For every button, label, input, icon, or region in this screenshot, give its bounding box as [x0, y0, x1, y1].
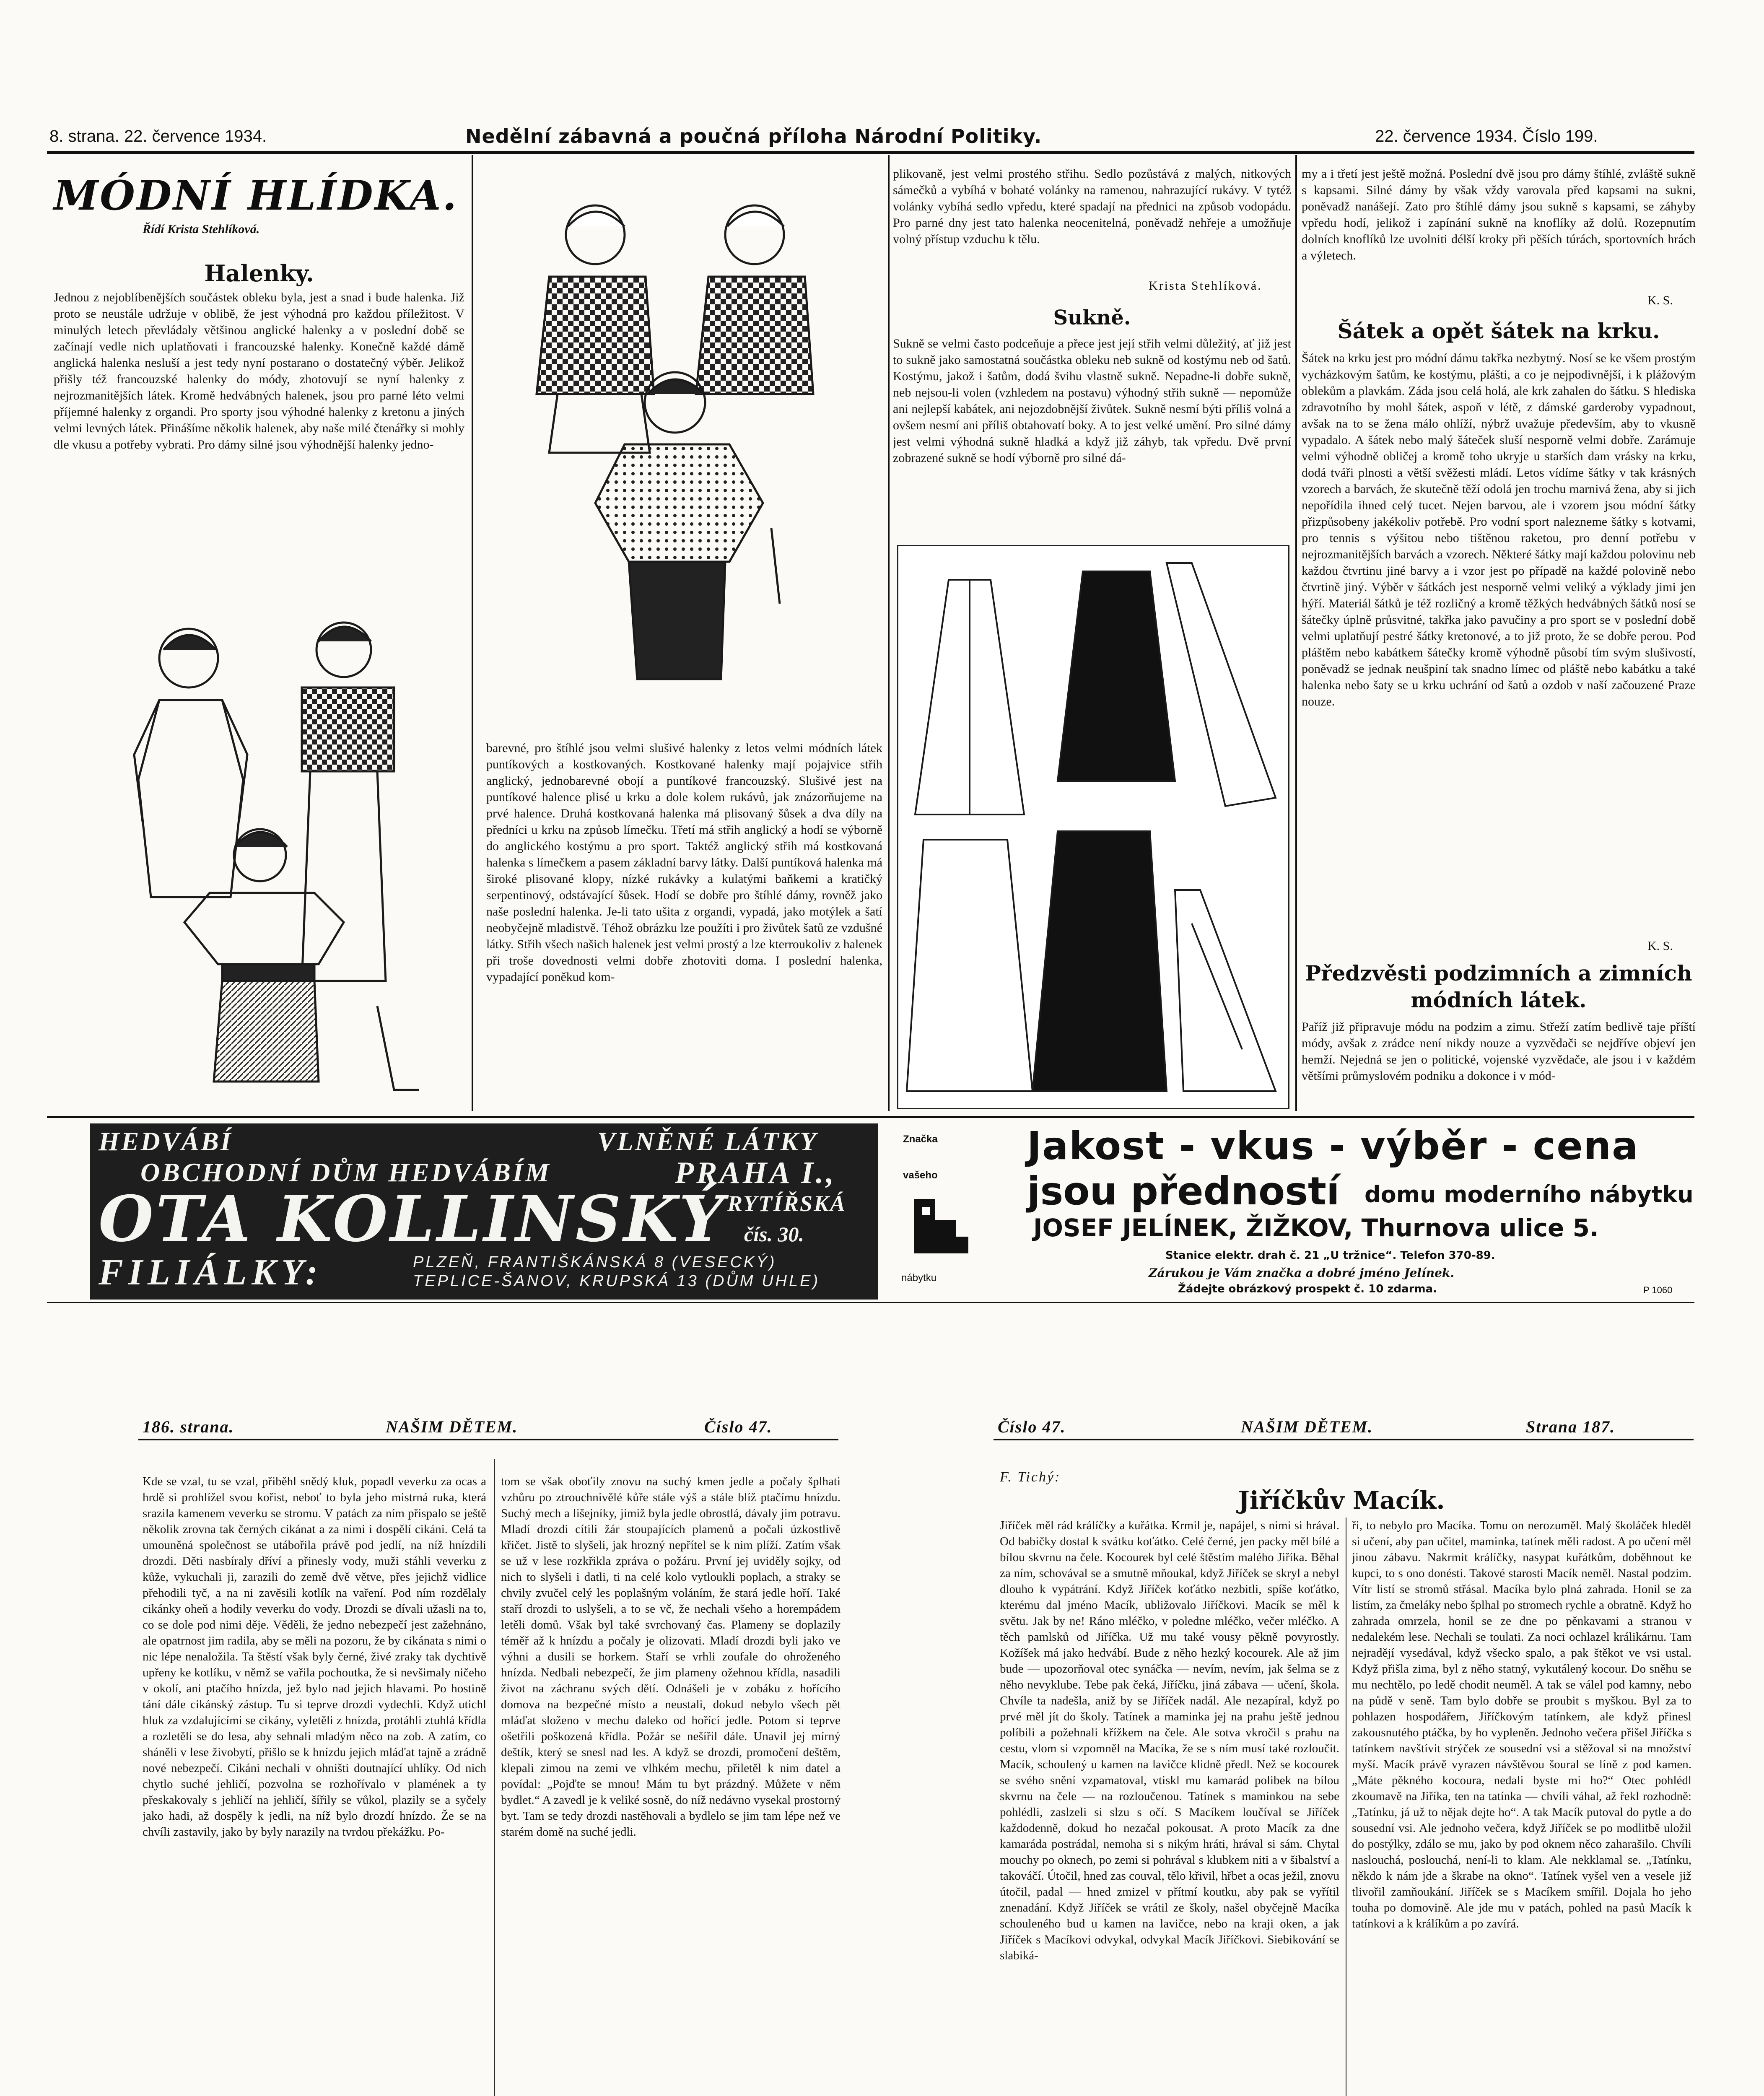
story-macik-col1: Jiříček měl rád králíčky a kuřátka. Krmil je, napájel, s nimi si hrával. Od babičky dostal k svátku koťátko. Celé černé, jen packy měl bílé a bílou skvrnu na čele. Kocourek byl celé štěstím malého Jiříka. Běhal za ním, schovával se a smutně mňoukal, když Jiříček se skryl a nebyl dlouho k vypátrání. Když Jiříček koťátko nezbitli, spíše koťátko, kterému dal jméno Macík, ubližovalo Jiříčkovi. Macík se měl k světu. Jak by ne! Ráno mléčko, v poledne mléčko, večer mléčko. A těch pamlsků od Jiříčka. Už mu také vousy pěkně povyrostly. Kožíšek má jako hedvábí. Bude z něho hezký kocourek. Ale až jim bude — upozorňoval otec synáčka — nevím, nevím, jak šelma se z něho nevyklube. Tebe pak čeká, Jiříčku, jiná zábava — učení, škola. Chvíle ta nadešla, aniž by se Jiříček nadál. Ale nezapíral, když po prvé měl jít do školy. Tatínek a maminka jej na prahu ještě jednou políbili a požehnali křížkem na čele. Ale sotva vkročil s prahu na cestu, vlom si vzpomněl na Macíka, že se s ním musí také rozloučit. Macík, schoulený u kamen na lavičce klidně předl. Než se kocourek se svého snění vzpamatoval, vtiskl mu kamarád polibek na bílou skvrnu na čele — na rozloučenou. Tatínek s maminkou na sebe pohlédli, zaslzeli si slzu s očí. S Macíkem loučíval se Jiříček každodenně, dokud ho nezačal pokousat. A proto Macík za dne kamaráda postrádal, nemoha si s nikým hráti, hrával si sám. Chytal mouchy po oknech, po zemi si pohrával s klubkem niti a v šibalství a takováčí. Útočil, hned zas couval, tělo křivil, hřbet a ocas ježil, znovu útočil, padal — hned zmizel v přítmí koutku, aby pak se vyřítil znenadání. Když Jiříček se vrátil ze školy, našel obyčejně Macíka schouleného bud u kamen na lavičce, nebo na kraji oken, a jak Jiříček s Macíkovi odvykal, odvykal Macík Jiříčkovi. Siebikování se slabiká-: [1000, 1519, 1339, 1962]
satek-heading: Šátek a opět šátek na krku.: [1337, 319, 1660, 343]
column-divider: [888, 155, 890, 1111]
ad-hedvabi: HEDVÁBÍ: [99, 1126, 233, 1156]
sukne-heading: Sukně.: [1053, 306, 1131, 329]
top-header-right: 22. července 1934. Číslo 199.: [1375, 127, 1598, 145]
jelinek-ad: [893, 1123, 1694, 1300]
story-author: F. Tichý:: [1000, 1469, 1061, 1485]
story-macik-col2: ři, to nebylo pro Macíka. Tomu on nerozuměl. Malý školáček hleděl si učení, aby pan učitel, maminka, tatínek měli radost. A po učení měl jinou zábavu. Nakrmit králíčky, nasypat kuřátkům, doběhnout ke kupci, to s ono donésti. Takové starosti Macík neměl. Nastal podzim. Vítr listí se stromů střásal. Macíka bylo plná zahrada. Honil se za listím, za čmeláky nebo šplhal po stromech rychle a obratně. Když ho zahrada omrzela, honil se ze dne po pěnkavami a stranou v nedalekém lese. Nechali se toulati. Za noci ochlazel králikárnu. Tam nejradějí vysedával, když všecko spalo, a pak štěkot ve vsi ustal. Když přišla zima, byl z něho statný, vykutálený kocour. Do sněhu se mu nechtělo, po ledě chodit neuměl. A tak se válel pod kamny, nebo na půdě v seně. Tam bylo dobře se proubit s myškou. Byl za to pohlazen hospodářem, Jiříčkovým tatínkem, ale když přinesl zakousnutého ptáčka, by ho vypleněn. Jednoho večera přišel Jiříčka s tatínkem navštívit strýček ze sousední vsi a stěžoval si na množství myší. Macík právě vyrazen návštěvou šoural se líně z pod kamen. „Máte pěkného kocoura, nedali byste mi ho?“ Otec pohlédl zkoumavě na Jiříka, ten na tatínka — chvíli váhal, až řekl rozhodně: „Tatínku, já už to nějak dejte ho“. A tak Macík putoval do pytle a do sousední vsi. Ale jednoho večera, když Jiříček se po modlitbě uložil do postýlky, zdálo se mu, jako by pod oknem něco zaharašilo. Chvíli naslouchá, poslouchá, není-li to klam. Ale nekklamal se. „Tatínku, někdo k nám jde a škrabe na okno“. Tatínek vyšel ven a vesele již tlivořil zamňoukání. Jiříček se s Macíkem smířil. Dojala ho jeho touha po domovině. Ale jde mu v patách, pohled na pasů Macík k tatínkovi a k králíkům a po zavírá.: [1352, 1519, 1691, 1930]
top-header-center: Nedělní zábavná a poučná příloha Národní Politiky.: [465, 125, 1042, 148]
jelinek-label-2: vašeho: [903, 1170, 938, 1181]
ads-bottom-rule: [47, 1302, 1694, 1303]
jelinek-guarantee: Zárukou je Vám značka a dobré jméno Jelínek.: [1149, 1266, 1455, 1280]
right-runner-rule: [994, 1439, 1694, 1440]
jelinek-tram: Stanice elektr. drah č. 21 „U tržnice“. Telefon 370-89.: [1165, 1249, 1495, 1262]
left-column-divider: [494, 1459, 495, 2096]
fashion-col3-text: plikovaně, jest velmi prostého střihu. Sedlo pozůstává z malých, nitkových sámečků a vybíhá v bohaté volánky na ramenou, nahrazující rukávy. V tytéž volánky vybíhá sedlo vpředu, které spadají na přednici na způsob vodopádu. Pro parné dny jest tato halenka neocenitelná, poněvadž nehřeje a umožňuje volný přístup vzduchu k tělu.: [893, 167, 1291, 246]
jelinek-address: JOSEF JELÍNEK, ŽIŽKOV, Thurnova ulice 5.: [1033, 1214, 1599, 1242]
jelinek-label-1: Značka: [903, 1134, 938, 1145]
fashion-column-title: MÓDNÍ HLÍDKA.: [54, 172, 459, 219]
kollinsky-ad: [90, 1123, 878, 1300]
halenky-heading: Halenky.: [204, 260, 314, 287]
top-header-rule: [47, 151, 1694, 154]
halenky-text: Jednou z nejoblíbenějších součástek obleku byla, jest a snad i bude halenka. Již proto se neustále udržuje v oblibě, že jest výhodná pro každou příležitost. V minulých letech převládaly většinou anglické halenky a v poslední době se začínají vedle nich uplatňovati i francouzské halenky. Konečně každé dámě anglická halenka nesluší a jest tedy nyní postarano o dostatečný výběr. Jelikož přišly též francouzské halenky do módy, zhotovují se nyní halenky z nejrozmanitějších látek. Kromě hedvábných halenek, jsou pro parné léto velmi příjemné halenky z organdi. Pro sporty jsou výhodné halenky z kretonu a jiných velmi levných látek. Přinášíme několik halenek, aby naše milé čtenářky si mohly dle vkusu a potřeby vybrati. Pro dámy silné jsou výhodnější halenky jedno-: [54, 291, 464, 451]
predzvesti-heading: Předzvěsti podzimních a zimních módních látek.: [1305, 961, 1692, 1012]
left-runner-rule: [138, 1439, 838, 1440]
fashion-col4-text: my a i třetí jest ještě možná. Poslední dvě jsou pro dámy štíhlé, zvláště sukně s kapsami. Silné dámy by však vždy varovala před kapsami na sukni, poněvadž nanášejí. Zato pro štíhlé dámy jsou sukně s kapsami, se záhyby vpředu hodí, jelikož i zapínání sukně na knoflíky až dolů. Rozepnutím dolních knoflíků lze uvolniti délší kroky při pěších túrách, sportovních hrách a výletech.: [1302, 167, 1696, 262]
jelinek-catalogue: Žádejte obrázkový prospekt č. 10 zdarma.: [1178, 1283, 1437, 1295]
left-runner-issue: Číslo 47.: [704, 1417, 773, 1436]
column-divider: [1295, 155, 1297, 1111]
ad-obchodni-dum: OBCHODNÍ DŮM HEDVÁBÍM: [140, 1157, 551, 1187]
fashion-editor: Řídí Krista Stehlíková.: [143, 222, 260, 236]
jelinek-code: P 1060: [1643, 1285, 1673, 1295]
ad-branch-2: TEPLICE-ŠANOV, KRUPSKÁ 13 (DŮM UHLE): [413, 1272, 820, 1290]
right-runner-page: Strana 187.: [1526, 1417, 1616, 1436]
ad-company-name: OTA KOLLINSKÝ: [99, 1182, 726, 1256]
jelinek-label-3: nábytku: [901, 1272, 937, 1284]
story-drozdi-col2: tom se však oboťily znovu na suchý kmen jedle a počaly šplhati vzhůru po ztrouchnivělé kůře stále výš a stále blíž ptačímu hnízdu. Suchý mech a lišejníky, jimiž byla jedle obrostlá, dávaly jim potravu. Mladí drozdi cítili žár stoupajících plamenů a počali úzkostlivě křičet. Jistě to slyšeli, jak hrozný nepřítel se k nim plíží. Zatím však se už v lese rozkřikla zpráva o požáru. První jej uviděly sojky, od nich to slyšeli i datli, ti na celé kolo vytloukli poplach, a straky se chvily zvučel celý les poplašným voláním, že stará jedle hoří. Také staří drozdi to uslyšeli, a to se vč, že nechali všeho a horempádem letěli domů. Však byl také svrchovaný čas. Plameny se doplazily téměř až k hnízdu a počaly je olizovati. Mladí drozdi byli jako ve výhni a dusili se horkem. Staří se vrhli zoufale do ohroženého hnízda. Nedbali nebezpečí, že jim plameny ožehnou křídla, nasadili život na záchranu svých dětí. Odnášeli je v zobáku z hořícího domova na bezpečné místo a neustali, dokud nebylo všech pět mláďat složeno v mechu daleko od hořící jedle. Potom si teprve ošetřili poškozená křídla. Požár se nešířil dále. Unavil jej mírný deštík, který se snesl nad les. A když se drozdi, promočení deštěm, klepali zimou na zemi ve vlhkém mechu, přiletěl k nim datel a povídal: „Pojďte se mnou! Mám tu byt prázdný. Můžete v něm bydlet.“ A zavedl je k veliké sosně, do níž nedávno vysekal prostorný byt. Tam se tedy drozdi nastěhovali a bydlelo se jim tam lépe než ve starém domě na suché jedli.: [501, 1475, 840, 1839]
blouses-illustration: [126, 604, 444, 1098]
jelinek-slogan-3: domu moderního nábytku: [1365, 1181, 1694, 1208]
ad-filialky: FILIÁLKY:: [99, 1252, 323, 1293]
top-header-left: 8. strana. 22. července 1934.: [49, 127, 267, 145]
author-signature: Krista Stehlíková.: [1149, 279, 1262, 293]
fashion-col2-text: barevné, pro štíhlé jsou velmi slušivé halenky z letos velmi módních látek puntíkových a kostkovaných. Kostkované halenky mají pojajvice střih anglický, jednobarevné obojí a puntíkové francouzský. Slušivé jest na puntíkové halence plisé u krku a dole kolem rukávů, jak znázorňujeme na prvé halence. Druhá kostkovaná halenka má plisovaný šůsek a dva díly na předníci u krku na způsob límečku. Třetí má střih anglický a hodí se výborně do anglického kostýmu a pro sport. Taktéž anglický střih má kostkovaná halenka s límečkem a pasem základní barvy látky. Další puntíková halenka má široké plisované klopy, nízké rukávky a kulatými baňkemi a kratičký serpentinový, odstávající šůsek. Hodí se dobře pro štíhlé dámy, rovněž jako naše poslední halenka. Je-li tato ušita z organdi, vypadá, jako motýlek a šatí neobyčejně mladistvě. Téhož obrázku lze použíti i pro živůtek šatů ze vzdušné látky. Střih všech našich halenek jest velmi prostý a lze kterroukoliv z halenek při troše dovednosti velmi dobře zhotoviti doma. I poslední halenka, vypadající poněkud kom-: [486, 741, 882, 984]
left-runner-title: NAŠIM DĚTEM.: [386, 1417, 518, 1436]
story-title: Jiříčkův Macík.: [1238, 1486, 1445, 1515]
jelinek-logo-icon: [905, 1191, 977, 1262]
ad-number: čís. 30.: [744, 1222, 804, 1246]
story-drozdi-col1: Kde se vzal, tu se vzal, přiběhl snědý kluk, popadl veverku za ocas a hrdě si prohlížel svou kořist, neboť to byla jeho mistrná ruka, která srazila kamenem veverku se stromu. V patách za ním přispalo se ještě několik zrovna tak černých cikánat a za nimi i dospělí cikáni. Celá ta umouněná společnost se utábořila právě pod jedlí, na níž hnízdili drozdi. Děti nasbíraly dříví a přinesly vody, muži stáhli veverku z kůže, vykuchali ji, zarazili do země dvě větve, přes jejichž vidlice přehodili tyč, a na ni zavěsili kotlík na vaření. Pod ním rozdělaly cikánky oheň a hodily veverku do vody. Drozdi se dívali užasli na to, co se dole pod nimi děje. Věděli, že jedno nebezpečí jest zažehnáno, ale opatrnost jim radila, aby se měli na pozoru, že by cikánata s nimi o nic lépe nenaložila. Ta štěstí však byly černé, živé zraky tak dychtivě upřeny ke kotlíku, v němž se vařila pochoutka, že si nevšimaly ničeho v okolí, ani ptačího hnízda, jež bylo nad jejich hlavami. Po hostině tání dále cikánský zástup. Tu si teprve drozdi vydechli. Když utichl hluk za vzdalujícími se cikány, vyletěli z hnízda, protáhli ztuhlá křídla a rozletěli se do lesa, aby sehnali mladým něco na zob. A zatím, co sháněli v lese živobytí, přišlo se k hnízdu jejich mláďat tajně a zrádně nové nebezpečí. Cikáni nechali v ohništi doutnající uhlíky. Od nich chytlo suché jehličí, pozvolna se rozhořívalo v plamének a ty přeskakovaly s jehličí na jehličí, šířily se vůkol, plazily se a syčely jako hadi, až dospěly k jedli, na níž bylo drozdí hnízdo. Že se na chvíli zastavily, jako by byly narazily na tvrdou překážku. Po-: [143, 1475, 486, 1839]
skirts-illustration: [897, 545, 1289, 1109]
jelinek-slogan: Jakost - vkus - výběr - cena: [1027, 1123, 1639, 1168]
ad-branch-1: PLZEŇ, FRANTIŠKÁNSKÁ 8 (VESECKÝ): [413, 1253, 777, 1271]
right-runner-issue: Číslo 47.: [998, 1417, 1066, 1436]
sukne-text: Sukně se velmi často podceňuje a přece jest její střih velmi důležitý, ať již jest to sukně jako samostatná součástka obleku neb sukně od kostýmu neb od šatů. Kostýmu, jakož i šatům, dodá švihu vlastně sukně. Nepadne-li dobře sukně, neb nejsou-li volen (vzhledem na postavu) výhodný střih sukně — nepomůže ani nejlepší kabátek, ani nejozdobnější živůtek. Sukně nesmí býti příliš volná a ovšem nesmí ani příliš obtahovatí boky. A to jest velké umění. Pro silné dámy jest velmi výhodná sukně hladká a když již záhyb, tak vpředu. Dvě první zobrazené sukně se hodí výborně pro silné dá-: [893, 337, 1291, 465]
satek-text: Šátek na krku jest pro módní dámu takřka nezbytný. Nosí se ke všem prostým vycházkovým šatům, ke kostýmu, plášti, a co je nejpodivnější, i k plážovým oblekům a plavkám. Záda jsou celá holá, ale krk zahalen do šátku. S hlediska zdravotního by mohl šátek, aspoň v létě, z dámské garderoby vypadnout, avšak na to se žena málo ohlíží, nýbrž uvažuje především, aby to vkusně vypadalo. A šátek nebo malý šáteček sluší nesporně velmi dobře. Zarámuje velmi výhodně obličej a kromě toho ukryje u starších dam vrásky na krku, dodá tváři plnosti a větší svěžesti mládí. Letos vídíme šátky v tak krásných vzorech a barvách, že skutečně těží odolá jen trochu marnivá žena, aby si jich nepořídila ihned celý tucet. Nejen barvou, ale i vzorem jsou módní šátky přizpůsobeny jakékoliv potřebě. Pro vodní sport naleznеme šátky s kotvami, pro tennis s výšitou nebo tištěnou raketou, pro denní potřebu v nejrozmanitějších barvách a vzorech. Některé šátky mají každou polovinu neb každou čtvrtinu jiné barvy a i vzor jest po případě na každé polovině nebo čtvrtině jiný. Výběr v šátkách jest nesporně velmi veliký a výklady jimi jen hýří. Materiál šátků je též rozličný a kromě těžkých hedvábných šátků nosí se šátečky úplně průsvitné, takřka jako pavučiny a pro sport se v poslední době velmi uplatňují pestré šátky kretonové, a to již proto, že se dobře perou. Pod pláštěm nebo kabátkem šátečky kromě výhodně působí tím svým slušivostí, poněvadž se jednak neušpiní tak snadno límec od pláště nebo kabátku a také halenka nebo šaty se u krku uchrání od šatů a ozdob v naší začouzené Praze nouze.: [1302, 351, 1696, 708]
column-divider: [472, 155, 473, 1111]
ad-city: PRAHA I.,: [675, 1156, 837, 1190]
ad-vlnene-latky: VLNĚNÉ LÁTKY: [597, 1126, 818, 1156]
signature-ks-2: K. S.: [1647, 939, 1673, 953]
blouses-illustration-top: [486, 184, 880, 687]
right-runner-title: NAŠIM DĚTEM.: [1241, 1417, 1373, 1436]
predzvesti-text: Paříž již připravuje módu na podzim a zimu. Střeží zatím bedlivě taje příští módy, avšak z zrádce není nikdy nouze a vyzvědači se nejdříve objeví jen hemží. Nejedná se jen o politické, vojenské vyzvědače, ale jsou i v každém většími průmyslovém podniku a dokonce i v mód-: [1302, 1020, 1696, 1083]
ads-top-rule: [47, 1116, 1694, 1118]
signature-ks: K. S.: [1647, 293, 1673, 307]
ad-street: RYTÍŘSKÁ: [727, 1191, 847, 1216]
jelinek-slogan-2: jsou předností: [1027, 1169, 1340, 1214]
left-runner-page: 186. strana.: [143, 1417, 234, 1436]
